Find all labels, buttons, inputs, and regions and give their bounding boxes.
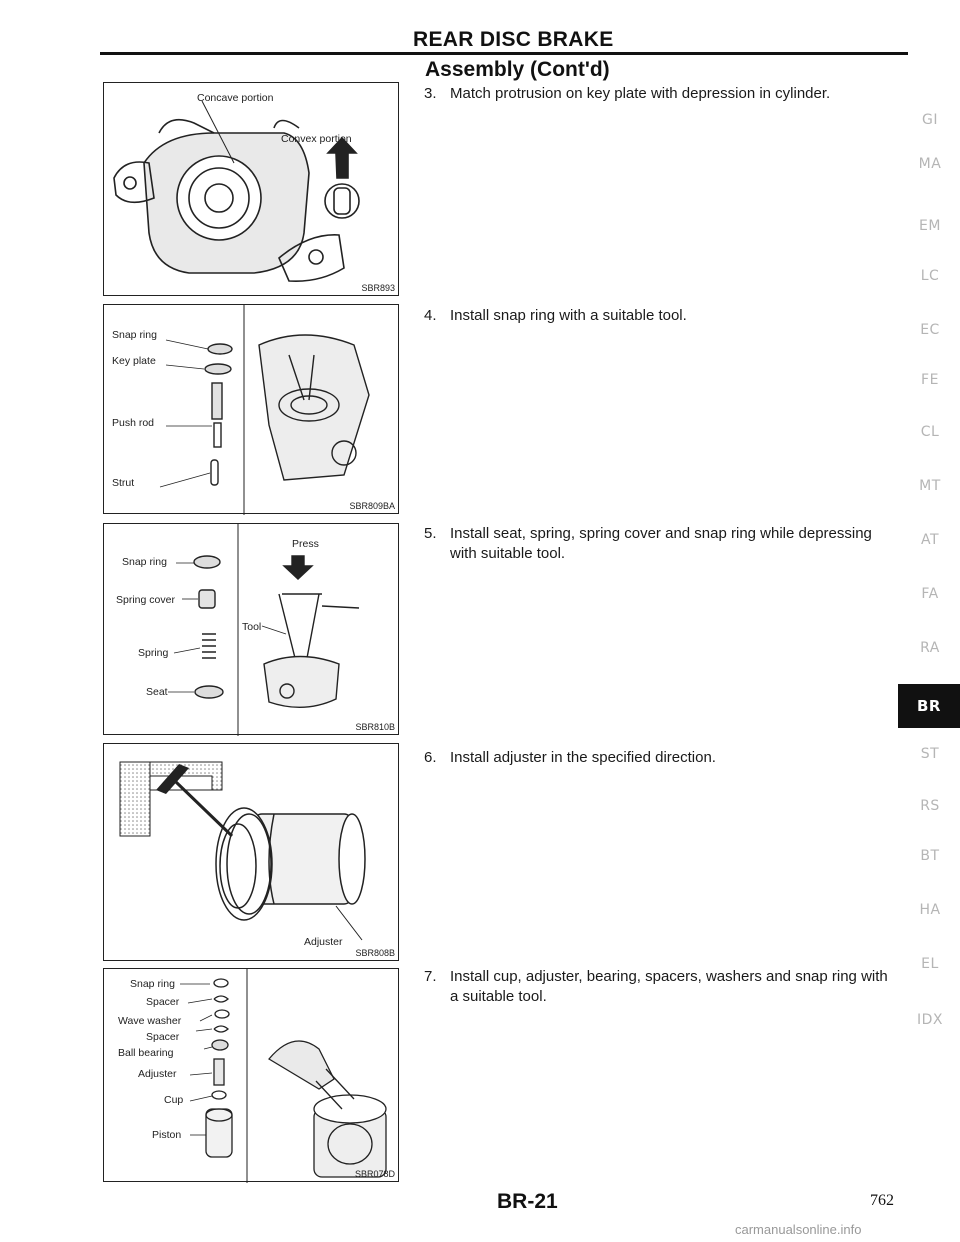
adjuster-illustration bbox=[104, 744, 400, 962]
step-4 bbox=[424, 306, 904, 330]
section-tab-lc[interactable]: LC bbox=[920, 268, 940, 284]
step-6 bbox=[424, 748, 904, 772]
label-snap-ring: Snap ring bbox=[122, 556, 167, 568]
label-seat: Seat bbox=[146, 686, 168, 698]
label-ball-bearing: Ball bearing bbox=[118, 1047, 174, 1059]
figure-cup-adjuster-install bbox=[103, 968, 399, 1182]
page-number: 762 bbox=[870, 1192, 894, 1209]
section-subtitle: Assembly (Cont'd) bbox=[425, 58, 610, 81]
section-tab-ha[interactable]: HA bbox=[919, 902, 941, 918]
figure-key-plate-alignment bbox=[103, 82, 399, 296]
label-push-rod: Push rod bbox=[112, 417, 155, 429]
figure-code: SBR893 bbox=[361, 283, 395, 293]
step-number: 4. bbox=[424, 307, 437, 324]
step-7 bbox=[424, 967, 904, 1011]
section-tab-fa[interactable]: FA bbox=[921, 586, 939, 602]
figure-code: SBR810B bbox=[355, 722, 395, 732]
step-text: Install snap ring with a suitable tool. bbox=[450, 307, 687, 324]
caliper-illustration bbox=[104, 83, 400, 297]
section-tab-el[interactable]: EL bbox=[921, 956, 939, 972]
page-code: BR-21 bbox=[497, 1190, 558, 1213]
figure-code: SBR808B bbox=[355, 948, 395, 958]
label-tool: Tool bbox=[242, 621, 262, 633]
section-tab-idx[interactable]: IDX bbox=[917, 1012, 943, 1028]
step-number: 5. bbox=[424, 525, 437, 542]
label-adjuster: Adjuster bbox=[138, 1068, 177, 1080]
step-text: Install adjuster in the specified direction. bbox=[450, 749, 716, 766]
step-number: 3. bbox=[424, 85, 437, 102]
step-number: 6. bbox=[424, 749, 437, 766]
step-3 bbox=[424, 84, 904, 108]
figure-code: SBR078D bbox=[354, 1169, 395, 1179]
step-text: Install seat, spring, spring cover and snap ring while depressing with suitable tool. bbox=[450, 525, 872, 562]
label-spacer-2: Spacer bbox=[146, 1031, 180, 1043]
section-tab-st[interactable]: ST bbox=[920, 746, 940, 762]
label-key-plate: Key plate bbox=[112, 355, 156, 367]
section-tab-ra[interactable]: RA bbox=[920, 640, 940, 656]
label-spring-cover: Spring cover bbox=[116, 594, 175, 606]
section-tab-at[interactable]: AT bbox=[920, 532, 940, 548]
figure-code: SBR809BA bbox=[349, 501, 395, 511]
label-concave-portion: Concave portion bbox=[197, 92, 274, 104]
label-strut: Strut bbox=[112, 477, 135, 489]
label-cup: Cup bbox=[164, 1094, 184, 1106]
label-snap-ring: Snap ring bbox=[112, 329, 157, 341]
label-wave-washer: Wave washer bbox=[118, 1015, 182, 1027]
label-snap-ring: Snap ring bbox=[130, 978, 175, 990]
step-5 bbox=[424, 524, 904, 568]
watermark: carmanualsonline.info bbox=[735, 1222, 862, 1237]
label-piston: Piston bbox=[152, 1129, 182, 1141]
label-press: Press bbox=[292, 538, 319, 550]
section-tab-bt[interactable]: BT bbox=[920, 848, 940, 864]
section-tab-rs[interactable]: RS bbox=[920, 798, 940, 814]
section-tab-br-active[interactable]: BR bbox=[898, 684, 960, 728]
figure-adjuster-direction bbox=[103, 743, 399, 961]
step-text: Install cup, adjuster, bearing, spacers, washers and snap ring with a suitable tool. bbox=[450, 968, 888, 1005]
section-tab-ec[interactable]: EC bbox=[920, 322, 940, 338]
label-adjuster: Adjuster bbox=[304, 936, 343, 948]
label-convex-portion: Convex portion bbox=[281, 133, 352, 145]
title-rule bbox=[100, 52, 908, 55]
section-tab-em[interactable]: EM bbox=[919, 218, 941, 234]
section-tab-gi[interactable]: GI bbox=[922, 112, 938, 128]
section-tab-fe[interactable]: FE bbox=[921, 372, 939, 388]
section-tab-cl[interactable]: CL bbox=[920, 424, 940, 440]
section-tab-ma[interactable]: MA bbox=[918, 156, 942, 172]
step-number: 7. bbox=[424, 968, 437, 985]
section-tab-mt[interactable]: MT bbox=[919, 478, 941, 494]
figure-spring-install bbox=[103, 523, 399, 735]
label-spring: Spring bbox=[138, 647, 169, 659]
step-text: Match protrusion on key plate with depression in cylinder. bbox=[450, 85, 831, 102]
label-spacer: Spacer bbox=[146, 996, 180, 1008]
figure-snap-ring-install bbox=[103, 304, 399, 514]
section-title: REAR DISC BRAKE bbox=[413, 28, 614, 51]
